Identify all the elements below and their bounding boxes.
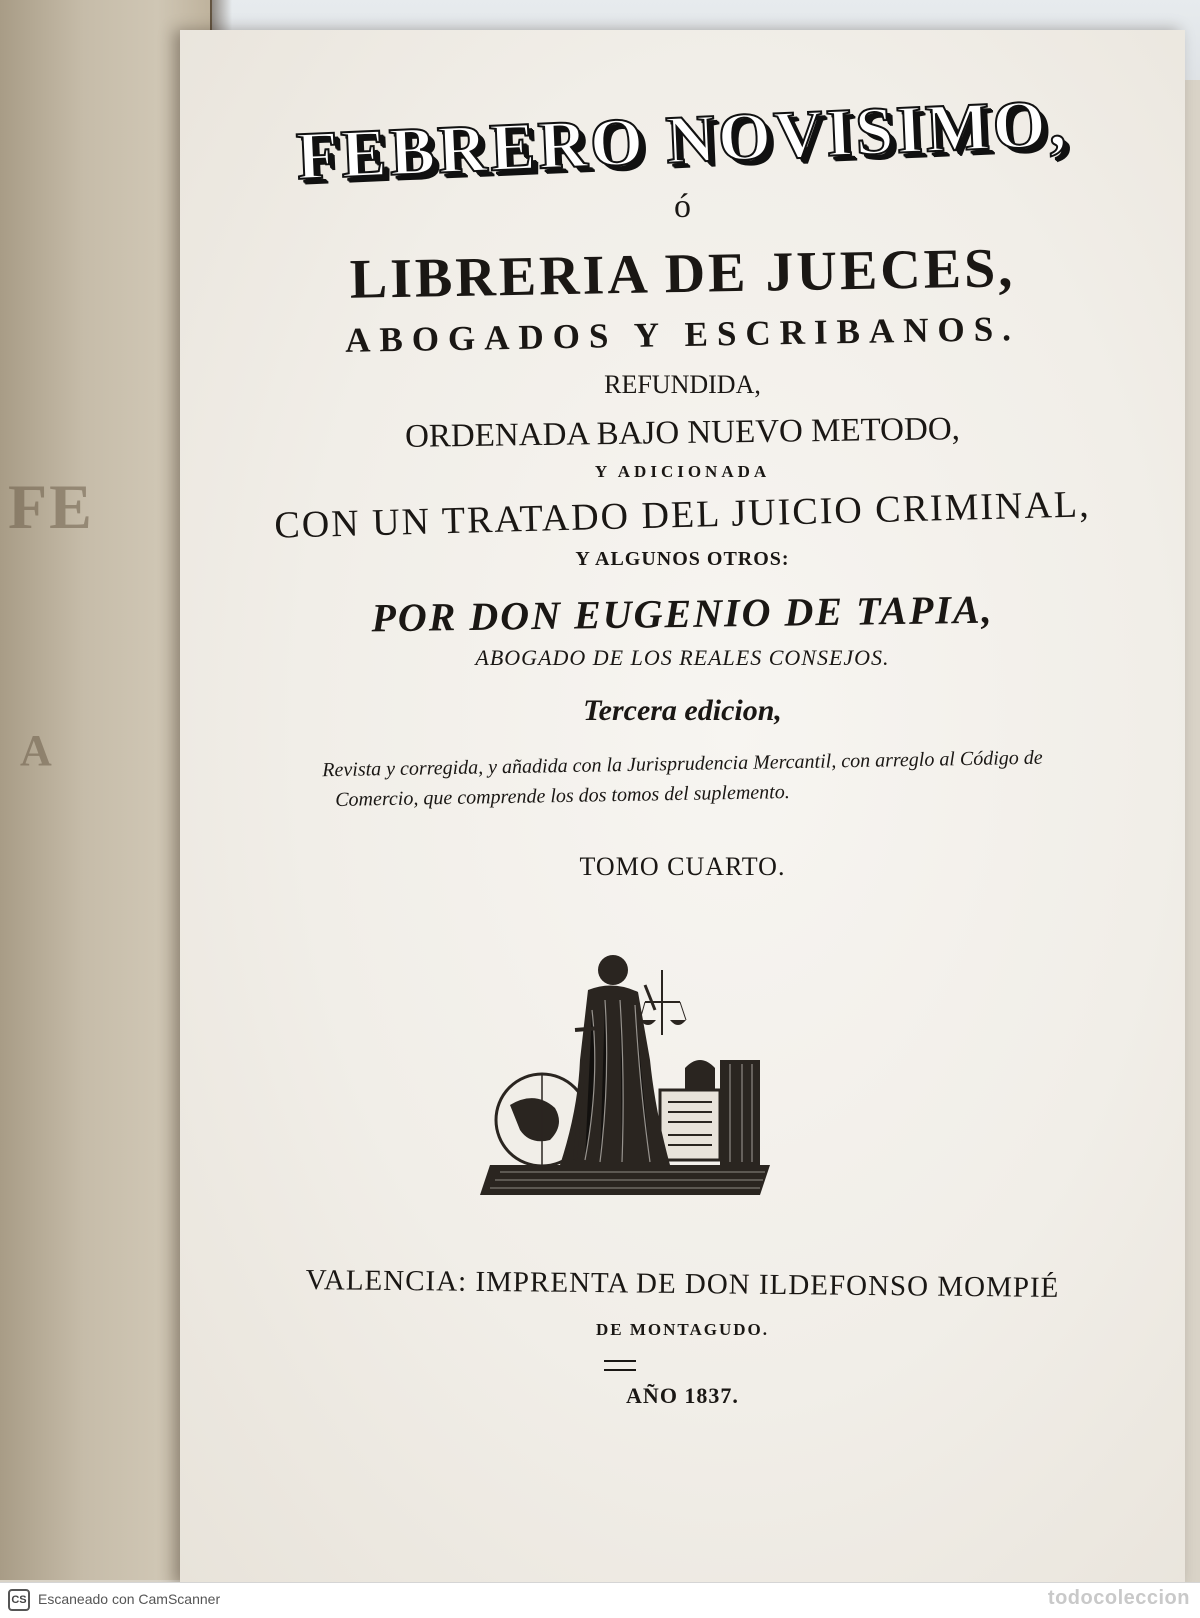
subtitle-libreria: LIBRERIA DE JUECES, <box>349 237 1016 311</box>
show-through-text: FE <box>8 471 94 542</box>
author-name: POR DON EUGENIO DE TAPIA, <box>371 586 994 641</box>
volume-label: TOMO CUARTO. <box>579 852 786 881</box>
adicionada-line: Y ADICIONADA <box>594 462 771 481</box>
camscanner-logo-icon: CS <box>8 1589 30 1611</box>
conjunction: ó <box>674 188 691 225</box>
watermark: todocoleccion <box>1047 1587 1190 1609</box>
scanner-footer <box>0 1582 1200 1618</box>
publication-year: AÑO 1837. <box>626 1383 739 1408</box>
ordenada-line: ORDENADA BAJO NUEVO METODO, <box>404 411 961 455</box>
subtitle-abogados: ABOGADOS Y ESCRIBANOS. <box>344 309 1021 360</box>
tratado-line: CON UN TRATADO DEL JUICIO CRIMINAL, <box>273 483 1092 547</box>
refundida-line: REFUNDIDA, <box>604 370 761 399</box>
edition-label: Tercera edicion, <box>583 694 782 727</box>
edition-note-line-1: Revista y corregida, y añadida con la Jurisprudencia Mercantil, con arreglo al Código de <box>322 746 1043 782</box>
printer-line: VALENCIA: IMPRENTA DE DON ILDEFONSO MOMPIÉ <box>305 1264 1060 1304</box>
decorative-rule <box>604 1360 636 1371</box>
printer-line-2: DE MONTAGUDO. <box>595 1320 769 1339</box>
justice-engraving-icon <box>480 940 780 1210</box>
title-page <box>180 30 1185 1585</box>
edition-note-line-2: Comercio, que comprende los dos tomos del suplemento. <box>335 781 790 811</box>
scanner-credit: Escaneado con CamScanner <box>38 1591 221 1607</box>
author-title: ABOGADO DE LOS REALES CONSEJOS. <box>475 645 890 670</box>
algunos-line: Y ALGUNOS OTROS: <box>575 548 790 570</box>
show-through-text: A <box>20 726 52 775</box>
book-title: FEBRERO NOVISIMO, <box>294 84 1071 194</box>
title-page-content <box>180 30 1185 1585</box>
